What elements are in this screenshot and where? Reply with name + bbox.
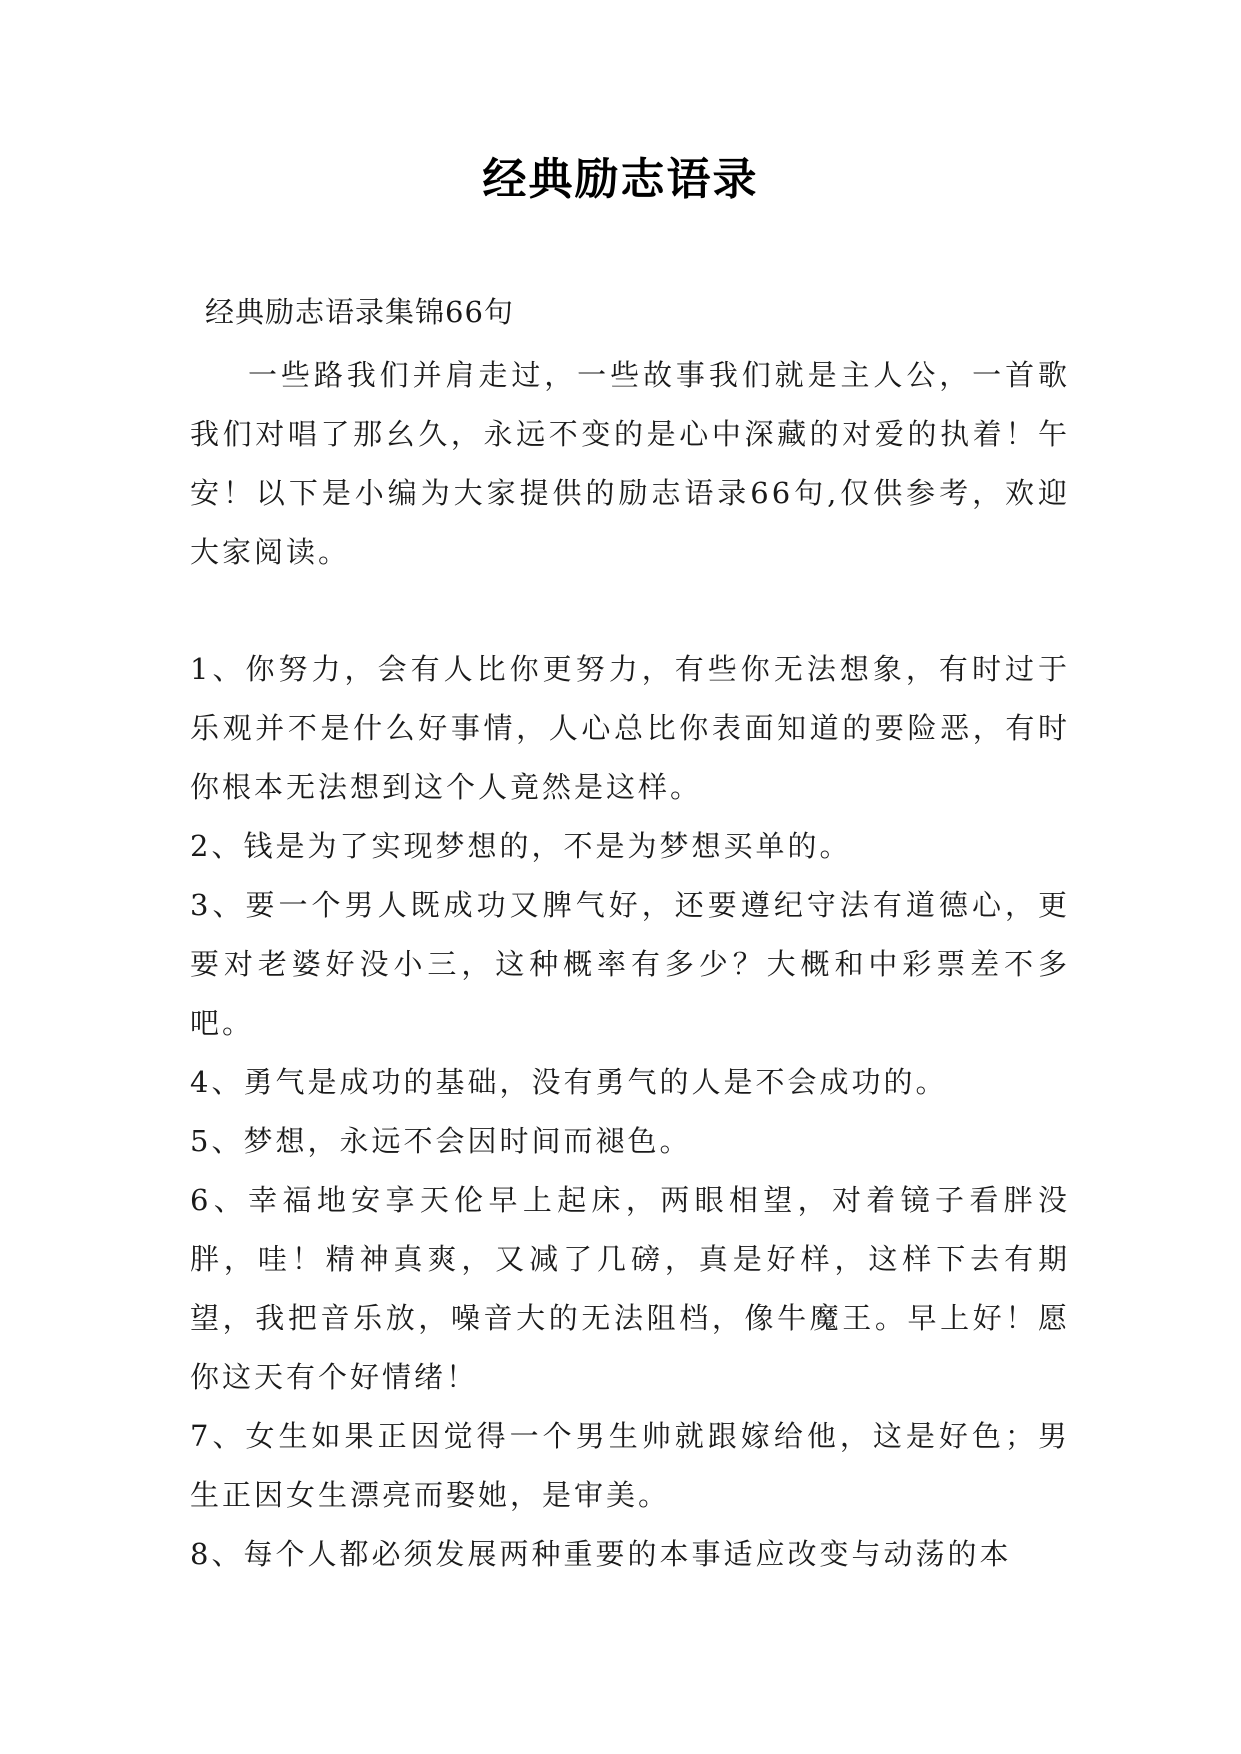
quote-item: 2、钱是为了实现梦想的，不是为梦想买单的。 [190, 829, 852, 863]
document-subtitle: 经典励志语录集锦66句 [205, 295, 514, 329]
quote-item: 6、幸福地安享天伦早上起床，两眼相望，对着镜子看胖没胖，哇！精神真爽，又减了几磅，真是好样，这样下去有期望，我把音乐放，噪音大的无法阻档，像牛魔王。早上好！愿你这天有个好情绪！ [190, 1183, 1070, 1394]
quote-item: 1、你努力，会有人比你更努力，有些你无法想象，有时过于乐观并不是什么好事情，人心总比你表面知道的要险恶，有时你根本无法想到这个人竟然是这样。 [190, 652, 1070, 804]
quote-item: 7、女生如果正因觉得一个男生帅就跟嫁给他，这是好色；男生正因女生漂亮而娶她，是审美。 [190, 1419, 1070, 1512]
quote-list [190, 640, 1070, 1584]
quote-item: 8、每个人都必须发展两种重要的本事适应改变与动荡的本 [190, 1537, 1012, 1571]
quote-item: 4、勇气是成功的基础，没有勇气的人是不会成功的。 [190, 1065, 948, 1099]
intro-paragraph: 一些路我们并肩走过，一些故事我们就是主人公，一首歌我们对唱了那幺久，永远不变的是心中深藏的对爱的执着！午安！以下是小编为大家提供的励志语录66句,仅供参考，欢迎大家阅读。 [190, 358, 1070, 569]
quote-item: 3、要一个男人既成功又脾气好，还要遵纪守法有道德心，更要对老婆好没小三，这种概率有多少？大概和中彩票差不多吧。 [190, 888, 1070, 1040]
quote-item: 5、梦想，永远不会因时间而褪色。 [190, 1124, 692, 1158]
document-title: 经典励志语录 [482, 154, 759, 205]
